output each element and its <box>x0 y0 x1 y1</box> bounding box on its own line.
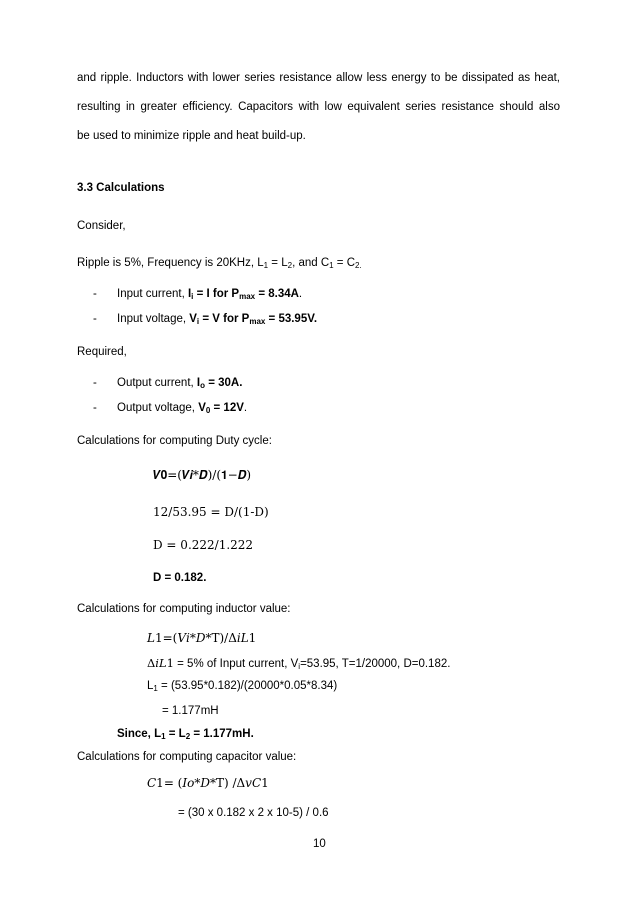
capacitor-heading: Calculations for computing capacitor value: <box>77 751 297 763</box>
capacitor-equation-1: 𝐶1= (𝐼𝑜*𝐷*T) /Δ𝑣𝐶1 <box>147 776 269 790</box>
bullet-dash: - <box>93 377 97 389</box>
inductor-since: Since, $L_1 = L_2 = 1.177mH$. <box>117 728 254 741</box>
section-heading: 3.3 Calculations <box>77 182 165 194</box>
intro-line-1: and ripple. Inductors with lower series resistance allow less energy to be dissipated as heat, <box>77 72 560 84</box>
duty-cycle-heading: Calculations for computing Duty cycle: <box>77 435 272 447</box>
intro-line-2: resulting in greater efficiency. Capacitors with low equivalent series resistance should also <box>77 101 560 113</box>
bullet-dash: - <box>93 288 97 300</box>
inductor-equation-2: Δ𝑖𝐿1 = 5% of Input current, $V_i=53.95$, T=1/20000, D=0.182. <box>147 656 451 671</box>
duty-equation-2: 12/53.95 = D/(1-D) <box>153 505 269 519</box>
output-voltage-item: Output voltage, $V_0 = 12V$. <box>117 402 248 415</box>
bullet-dash: - <box>93 402 97 414</box>
input-current-item: Input current, $I_i = I$ for $P_{max} = 8.34A$. <box>117 288 303 301</box>
input-voltage-item: Input voltage, $V_i = V$ for $P_{max} = 53.95V$. <box>117 313 318 326</box>
capacitor-equation-2: = (30 x 0.182 x 2 x 10-5) / 0.6 <box>178 807 329 819</box>
required-label: Required, <box>77 346 127 358</box>
inductor-result: = 1.177mH <box>162 705 219 717</box>
page-number: 10 <box>313 838 326 850</box>
duty-equation-1: 𝑽𝟎=(𝑽𝒊*𝑫)/(𝟏−𝑫) <box>153 468 252 482</box>
inductor-heading: Calculations for computing inductor value: <box>77 603 291 615</box>
inductor-equation-3: $L_1 = (53.95*0.182)/(20000*0.05*8.34)$ <box>147 680 338 693</box>
given-line: Ripple is 5%, Frequency is 20KHz, $L_1 = L_2$, and $C_1 = C_{2.}$ <box>77 257 362 270</box>
intro-line-3: be used to minimize ripple and heat build-up. <box>77 130 306 142</box>
duty-equation-3: D = 0.222/1.222 <box>153 538 254 552</box>
inductor-equation-1: 𝐿1=(𝑉𝑖*𝐷*T)/Δ𝑖𝐿1 <box>147 631 257 645</box>
consider-label: Consider, <box>77 220 126 232</box>
output-current-item: Output current, $I_o = 30A$. <box>117 377 243 390</box>
duty-result: D = 0.182. <box>153 572 207 584</box>
bullet-dash: - <box>93 313 97 325</box>
